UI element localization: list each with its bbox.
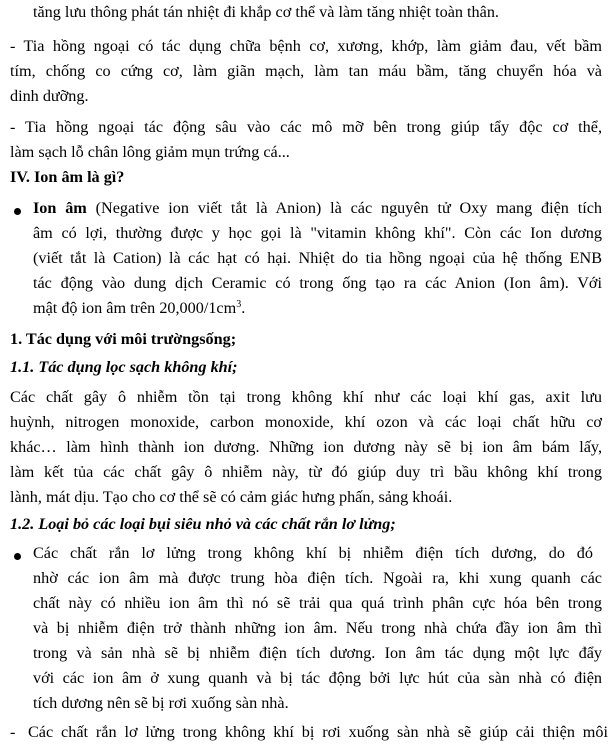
section-heading-1-1: 1.1. Tác dụng lọc sạch không khí; [10,358,238,376]
section-heading-1-2: 1.2. Loại bỏ các loại bụi siêu nhỏ và các chất rắn lơ lửng; [10,515,396,533]
text-span: (Negative ion viết tắt là Anion) là các nguyên tử Oxy mang điện tích [86,199,602,217]
ion-bullet-line-1 [33,196,602,221]
dust-bullet-line-3: chất này có nhiều ion âm thì nó sẽ trải qua quá trình phân cực hóa bên trong [33,594,602,612]
dust-bullet-line-4: và bị nhiễm điện trở thành những ion âm. Nếu trong nhà chứa đầy ion âm thì [33,619,602,637]
air-paragraph-line-4: làm kết tủa các chất gây ô nhiễm này, từ đó giúp duy trì bầu không khí trong [10,463,602,481]
text-line: tăng lưu thông phát tán nhiệt đi khắp cơ thể và làm tăng nhiệt toàn thân. [33,3,499,21]
dash-paragraph-1-line-2: tím, chống co cứng cơ, làm giãn mạch, làm tan máu bầm, tăng chuyển hóa và [10,62,602,80]
superscript: 3 [236,299,242,310]
section-heading-1: 1. Tác dụng với môi trườngsống; [10,330,237,348]
dash-paragraph-2-line-1: - Tia hồng ngoại tác động sâu vào các mô mỡ bên trong giúp tẩy độc cơ thể, [10,118,602,136]
air-paragraph-line-5: lành, mát dịu. Tạo cho cơ thể sẽ có cảm giác hưng phấn, sảng khoái. [10,488,453,506]
dust-bullet-line-7: tích dương nên sẽ bị rơi xuống sàn nhà. [33,694,289,712]
dust-bullet-line-2: nhờ các ion âm mà được trung hòa điện tích. Ngoài ra, khi xung quanh các [33,569,602,587]
air-paragraph-line-2: huỳnh, nitrogen monoxide, carbon monoxide, khí ozon và các loại chất hữu cơ [10,413,602,431]
bullet-icon [14,208,21,215]
dash-paragraph-1-line-3: dinh dưỡng. [10,87,89,105]
air-paragraph-line-1: Các chất gây ô nhiễm tồn tại trong không khí như các loại khí gas, axit lưu [10,388,602,406]
bullet-icon [14,553,21,560]
ion-bullet-line-5 [33,296,245,321]
dash-paragraph-2-line-2: làm sạch lỗ chân lông giảm mụn trứng cá... [10,143,290,161]
ion-bullet-line-2: âm có lợi, thường được y học gọi là "vitamin không khí". Còn các Ion dương [33,224,602,242]
dash-paragraph-1-line-1: - Tia hồng ngoại có tác dụng chữa bệnh cơ, xương, khớp, làm giảm đau, vết bầm [10,37,602,55]
ion-bullet-line-4: tác động vào dung dịch Ceramic có trong ống tạo ra các Anion (Ion âm). Với [33,274,602,292]
ion-term: Ion âm [33,199,87,217]
dash-last-line-1: Các chất rắn lơ lửng trong không khí bị rơi xuống sàn nhà sẽ giúp cải thiện môi [28,723,608,741]
continuation-line [33,0,593,25]
dust-bullet-line-1: Các chất rắn lơ lửng trong không khí bị nhiễm điện tích dương, do đó [33,544,593,562]
text-span: mật độ ion âm trên 20,000/1cm [33,299,237,317]
dust-bullet-line-6: với các ion âm ở xung quanh và bị tác động bởi lực hút của sàn nhà có điện [33,669,602,687]
air-paragraph-line-3: khác… làm hình thành ion dương. Những ion dương này sẽ bị ion âm bám lấy, [10,438,602,456]
text-span: . [241,299,246,317]
dust-bullet-line-5: trong và sản nhà sẽ bị nhiễm điện tích dương. Ion âm tác dụng một lực đẩy [33,644,602,662]
section-heading-iv: IV. Ion âm là gì? [10,168,125,186]
ion-bullet-line-3: (viết tắt là Cation) là các hạt có hại. Nhiệt do tia hồng ngoại của hệ thống ENB [33,249,602,267]
dash-marker: - [10,723,16,741]
